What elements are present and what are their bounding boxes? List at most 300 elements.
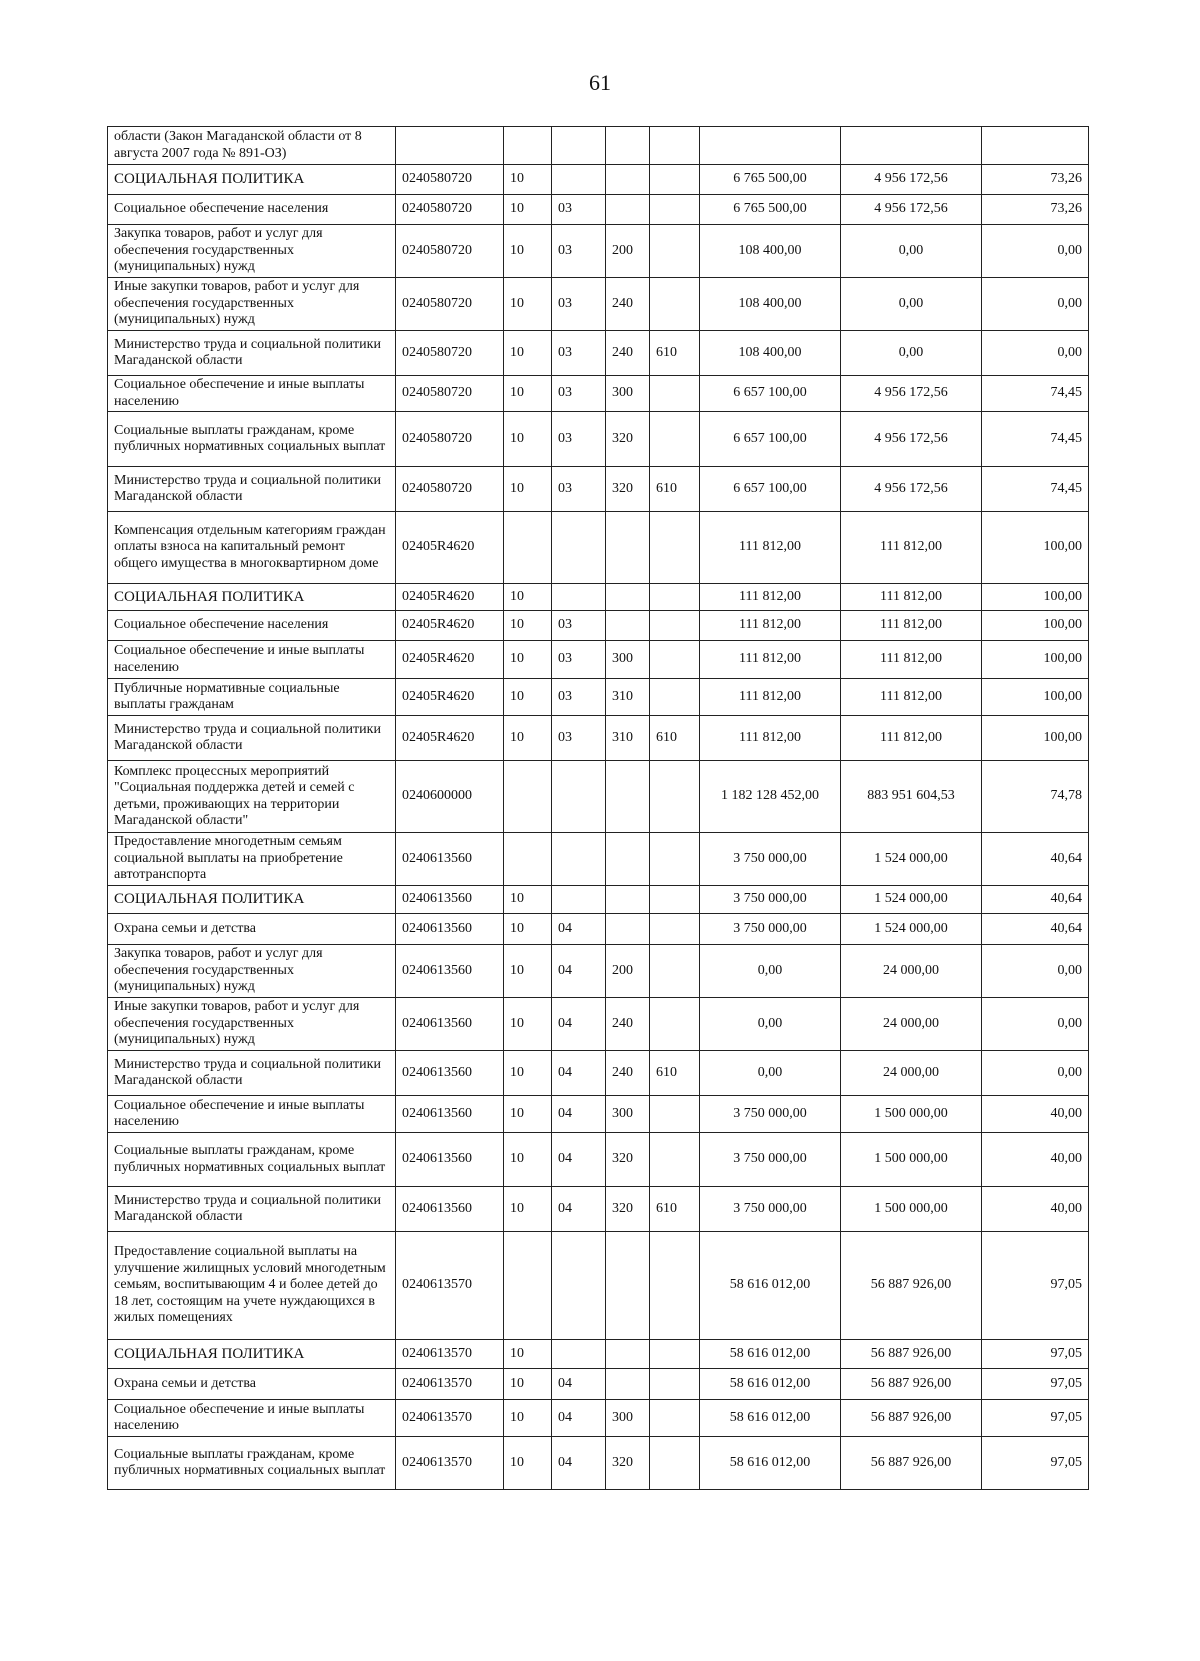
expense-name-cell: Министерство труда и социальной политики Магаданской области <box>108 331 396 376</box>
expense-type-code-cell <box>606 165 650 195</box>
subsection-code-cell <box>552 584 606 611</box>
subsection-code-cell: 04 <box>552 998 606 1051</box>
table-row <box>108 584 1089 611</box>
expense-type-code-cell: 300 <box>606 1400 650 1437</box>
department-code-cell <box>650 945 700 998</box>
expense-type-code-cell: 240 <box>606 998 650 1051</box>
section-code-cell: 10 <box>504 1187 552 1232</box>
target-article-code-cell: 0240580720 <box>396 376 504 412</box>
executed-amount-cell: 0,00 <box>841 278 982 331</box>
executed-amount-cell: 56 887 926,00 <box>841 1400 982 1437</box>
section-code-cell: 10 <box>504 376 552 412</box>
section-code-cell: 10 <box>504 886 552 914</box>
planned-amount-cell: 0,00 <box>700 945 841 998</box>
table-row <box>108 886 1089 914</box>
expense-name-cell: Предоставление социальной выплаты на улучшение жилищных условий многодетным семьям, воспитывающим 4 и более детей до 18 лет, состоящим на учете нуждающихся в жилых помещениях <box>108 1232 396 1340</box>
executed-amount-cell: 4 956 172,56 <box>841 165 982 195</box>
planned-amount-cell: 3 750 000,00 <box>700 1133 841 1187</box>
execution-percent-cell: 40,64 <box>982 886 1089 914</box>
section-code-cell: 10 <box>504 1369 552 1400</box>
execution-percent-cell: 100,00 <box>982 584 1089 611</box>
executed-amount-cell: 1 524 000,00 <box>841 914 982 945</box>
department-code-cell <box>650 833 700 886</box>
subsection-code-cell <box>552 1340 606 1369</box>
planned-amount-cell: 6 657 100,00 <box>700 412 841 467</box>
subsection-code-cell: 04 <box>552 1133 606 1187</box>
execution-percent-cell: 100,00 <box>982 679 1089 716</box>
expense-type-code-cell: 200 <box>606 225 650 278</box>
expense-type-code-cell <box>606 512 650 584</box>
expense-name-cell: Охрана семьи и детства <box>108 1369 396 1400</box>
table-row <box>108 1051 1089 1096</box>
expense-type-code-cell: 320 <box>606 1187 650 1232</box>
execution-percent-cell: 74,78 <box>982 761 1089 833</box>
expense-name-cell: Социальное обеспечение и иные выплаты населению <box>108 376 396 412</box>
planned-amount-cell: 58 616 012,00 <box>700 1400 841 1437</box>
expense-type-code-cell: 240 <box>606 331 650 376</box>
table-row <box>108 1340 1089 1369</box>
executed-amount-cell: 111 812,00 <box>841 716 982 761</box>
planned-amount-cell: 58 616 012,00 <box>700 1369 841 1400</box>
expense-name-cell: Социальное обеспечение населения <box>108 611 396 641</box>
target-article-code-cell: 0240613570 <box>396 1369 504 1400</box>
section-code-cell <box>504 761 552 833</box>
expense-name-cell: Закупка товаров, работ и услуг для обеспечения государственных (муниципальных) нужд <box>108 945 396 998</box>
section-code-cell: 10 <box>504 1133 552 1187</box>
execution-percent-cell: 97,05 <box>982 1340 1089 1369</box>
expense-name-cell: Закупка товаров, работ и услуг для обеспечения государственных (муниципальных) нужд <box>108 225 396 278</box>
executed-amount-cell: 4 956 172,56 <box>841 376 982 412</box>
expense-type-code-cell <box>606 1340 650 1369</box>
section-code-cell: 10 <box>504 1340 552 1369</box>
table-row <box>108 1400 1089 1437</box>
planned-amount-cell: 58 616 012,00 <box>700 1340 841 1369</box>
expense-name-cell: Иные закупки товаров, работ и услуг для обеспечения государственных (муниципальных) нужд <box>108 998 396 1051</box>
section-code-cell: 10 <box>504 1400 552 1437</box>
expense-name-cell: Социальные выплаты гражданам, кроме публичных нормативных социальных выплат <box>108 412 396 467</box>
execution-percent-cell: 40,00 <box>982 1096 1089 1133</box>
executed-amount-cell: 4 956 172,56 <box>841 467 982 512</box>
executed-amount-cell: 1 500 000,00 <box>841 1187 982 1232</box>
executed-amount-cell: 111 812,00 <box>841 679 982 716</box>
table-row <box>108 412 1089 467</box>
planned-amount-cell: 108 400,00 <box>700 278 841 331</box>
execution-percent-cell: 0,00 <box>982 225 1089 278</box>
target-article-code-cell: 0240600000 <box>396 761 504 833</box>
expense-name-cell: Министерство труда и социальной политики Магаданской области <box>108 1187 396 1232</box>
table-row <box>108 761 1089 833</box>
subsection-code-cell: 04 <box>552 1096 606 1133</box>
executed-amount-cell: 1 500 000,00 <box>841 1096 982 1133</box>
planned-amount-cell: 58 616 012,00 <box>700 1232 841 1340</box>
target-article-code-cell: 0240580720 <box>396 467 504 512</box>
planned-amount-cell: 3 750 000,00 <box>700 833 841 886</box>
executed-amount-cell: 111 812,00 <box>841 641 982 679</box>
target-article-code-cell: 02405R4620 <box>396 716 504 761</box>
section-code-cell: 10 <box>504 331 552 376</box>
department-code-cell <box>650 412 700 467</box>
target-article-code-cell: 0240613570 <box>396 1232 504 1340</box>
table-row <box>108 165 1089 195</box>
expense-name-cell: Охрана семьи и детства <box>108 914 396 945</box>
executed-amount-cell: 24 000,00 <box>841 945 982 998</box>
expense-name-cell: области (Закон Магаданской области от 8 августа 2007 года № 891-ОЗ) <box>108 127 396 165</box>
expense-type-code-cell <box>606 584 650 611</box>
subsection-code-cell: 03 <box>552 641 606 679</box>
subsection-code-cell <box>552 1232 606 1340</box>
execution-percent-cell: 100,00 <box>982 716 1089 761</box>
expense-name-cell: Министерство труда и социальной политики Магаданской области <box>108 716 396 761</box>
table-row <box>108 127 1089 165</box>
department-code-cell <box>650 1133 700 1187</box>
subsection-code-cell <box>552 512 606 584</box>
section-code-cell: 10 <box>504 1051 552 1096</box>
target-article-code-cell: 0240613560 <box>396 998 504 1051</box>
table-body <box>108 127 1089 1490</box>
department-code-cell <box>650 584 700 611</box>
executed-amount-cell: 111 812,00 <box>841 611 982 641</box>
expense-type-code-cell: 240 <box>606 1051 650 1096</box>
subsection-code-cell: 03 <box>552 331 606 376</box>
department-code-cell <box>650 195 700 225</box>
executed-amount-cell: 1 500 000,00 <box>841 1133 982 1187</box>
table-row <box>108 195 1089 225</box>
department-code-cell <box>650 914 700 945</box>
department-code-cell: 610 <box>650 1187 700 1232</box>
subsection-code-cell: 03 <box>552 278 606 331</box>
table-row <box>108 1232 1089 1340</box>
target-article-code-cell: 0240613560 <box>396 886 504 914</box>
target-article-code-cell: 0240580720 <box>396 278 504 331</box>
execution-percent-cell: 97,05 <box>982 1369 1089 1400</box>
section-code-cell: 10 <box>504 412 552 467</box>
executed-amount-cell: 56 887 926,00 <box>841 1437 982 1490</box>
expense-name-cell: СОЦИАЛЬНАЯ ПОЛИТИКА <box>108 584 396 611</box>
subsection-code-cell: 03 <box>552 412 606 467</box>
subsection-code-cell: 04 <box>552 1369 606 1400</box>
section-code-cell: 10 <box>504 165 552 195</box>
section-code-cell: 10 <box>504 611 552 641</box>
execution-percent-cell: 97,05 <box>982 1437 1089 1490</box>
section-code-cell <box>504 833 552 886</box>
target-article-code-cell: 0240580720 <box>396 165 504 195</box>
department-code-cell <box>650 1232 700 1340</box>
department-code-cell <box>650 512 700 584</box>
execution-percent-cell: 74,45 <box>982 412 1089 467</box>
department-code-cell <box>650 1096 700 1133</box>
table-row <box>108 467 1089 512</box>
section-code-cell: 10 <box>504 1096 552 1133</box>
table-row <box>108 1437 1089 1490</box>
expense-type-code-cell: 320 <box>606 412 650 467</box>
target-article-code-cell: 0240613570 <box>396 1400 504 1437</box>
execution-percent-cell: 100,00 <box>982 512 1089 584</box>
subsection-code-cell <box>552 127 606 165</box>
department-code-cell <box>650 278 700 331</box>
target-article-code-cell: 0240580720 <box>396 331 504 376</box>
section-code-cell: 10 <box>504 716 552 761</box>
department-code-cell: 610 <box>650 716 700 761</box>
executed-amount-cell: 4 956 172,56 <box>841 412 982 467</box>
target-article-code-cell: 0240613560 <box>396 833 504 886</box>
target-article-code-cell: 02405R4620 <box>396 611 504 641</box>
table-row <box>108 945 1089 998</box>
table-row <box>108 331 1089 376</box>
section-code-cell: 10 <box>504 914 552 945</box>
expense-type-code-cell: 320 <box>606 467 650 512</box>
planned-amount-cell: 111 812,00 <box>700 584 841 611</box>
expense-name-cell: Социальное обеспечение и иные выплаты населению <box>108 1096 396 1133</box>
section-code-cell: 10 <box>504 679 552 716</box>
section-code-cell: 10 <box>504 195 552 225</box>
department-code-cell <box>650 376 700 412</box>
expense-type-code-cell <box>606 914 650 945</box>
subsection-code-cell <box>552 761 606 833</box>
department-code-cell <box>650 165 700 195</box>
target-article-code-cell: 02405R4620 <box>396 679 504 716</box>
subsection-code-cell: 03 <box>552 467 606 512</box>
department-code-cell <box>650 225 700 278</box>
target-article-code-cell: 0240613560 <box>396 1096 504 1133</box>
subsection-code-cell: 04 <box>552 914 606 945</box>
expense-type-code-cell: 300 <box>606 1096 650 1133</box>
executed-amount-cell: 4 956 172,56 <box>841 195 982 225</box>
table-row <box>108 1133 1089 1187</box>
table-row <box>108 376 1089 412</box>
planned-amount-cell: 111 812,00 <box>700 512 841 584</box>
budget-table <box>107 126 1089 1490</box>
table-row <box>108 679 1089 716</box>
department-code-cell <box>650 998 700 1051</box>
expense-name-cell: СОЦИАЛЬНАЯ ПОЛИТИКА <box>108 165 396 195</box>
expense-type-code-cell: 200 <box>606 945 650 998</box>
execution-percent-cell: 97,05 <box>982 1400 1089 1437</box>
target-article-code-cell: 0240613560 <box>396 1133 504 1187</box>
executed-amount-cell: 1 524 000,00 <box>841 833 982 886</box>
table-row <box>108 716 1089 761</box>
subsection-code-cell: 03 <box>552 195 606 225</box>
execution-percent-cell: 40,64 <box>982 833 1089 886</box>
department-code-cell <box>650 127 700 165</box>
target-article-code-cell: 0240613560 <box>396 914 504 945</box>
expense-type-code-cell <box>606 127 650 165</box>
expense-type-code-cell: 320 <box>606 1437 650 1490</box>
expense-name-cell: Публичные нормативные социальные выплаты гражданам <box>108 679 396 716</box>
subsection-code-cell: 03 <box>552 679 606 716</box>
execution-percent-cell: 0,00 <box>982 331 1089 376</box>
execution-percent-cell: 73,26 <box>982 195 1089 225</box>
executed-amount-cell: 111 812,00 <box>841 584 982 611</box>
executed-amount-cell: 24 000,00 <box>841 998 982 1051</box>
executed-amount-cell: 0,00 <box>841 225 982 278</box>
table-row <box>108 225 1089 278</box>
table-row <box>108 998 1089 1051</box>
planned-amount-cell: 111 812,00 <box>700 716 841 761</box>
execution-percent-cell: 0,00 <box>982 945 1089 998</box>
table-row <box>108 1187 1089 1232</box>
target-article-code-cell: 0240613560 <box>396 1051 504 1096</box>
planned-amount-cell: 6 765 500,00 <box>700 165 841 195</box>
expense-type-code-cell <box>606 833 650 886</box>
expense-type-code-cell <box>606 1232 650 1340</box>
table-row <box>108 611 1089 641</box>
planned-amount-cell: 3 750 000,00 <box>700 914 841 945</box>
subsection-code-cell: 04 <box>552 1051 606 1096</box>
target-article-code-cell: 02405R4620 <box>396 512 504 584</box>
expense-name-cell: Иные закупки товаров, работ и услуг для обеспечения государственных (муниципальных) нужд <box>108 278 396 331</box>
table-row <box>108 833 1089 886</box>
expense-type-code-cell: 300 <box>606 641 650 679</box>
planned-amount-cell: 3 750 000,00 <box>700 1187 841 1232</box>
section-code-cell: 10 <box>504 641 552 679</box>
execution-percent-cell: 74,45 <box>982 376 1089 412</box>
planned-amount-cell: 111 812,00 <box>700 641 841 679</box>
planned-amount-cell: 1 182 128 452,00 <box>700 761 841 833</box>
planned-amount-cell: 108 400,00 <box>700 225 841 278</box>
table-row <box>108 278 1089 331</box>
department-code-cell <box>650 1340 700 1369</box>
execution-percent-cell: 97,05 <box>982 1232 1089 1340</box>
target-article-code-cell: 02405R4620 <box>396 584 504 611</box>
execution-percent-cell: 0,00 <box>982 1051 1089 1096</box>
executed-amount-cell: 24 000,00 <box>841 1051 982 1096</box>
section-code-cell: 10 <box>504 225 552 278</box>
execution-percent-cell: 0,00 <box>982 998 1089 1051</box>
department-code-cell: 610 <box>650 467 700 512</box>
target-article-code-cell <box>396 127 504 165</box>
expense-name-cell: Социальное обеспечение и иные выплаты населению <box>108 641 396 679</box>
target-article-code-cell: 0240613570 <box>396 1437 504 1490</box>
planned-amount-cell: 0,00 <box>700 1051 841 1096</box>
planned-amount-cell: 6 657 100,00 <box>700 376 841 412</box>
target-article-code-cell: 0240580720 <box>396 195 504 225</box>
expense-name-cell: Социальные выплаты гражданам, кроме публичных нормативных социальных выплат <box>108 1437 396 1490</box>
executed-amount-cell: 56 887 926,00 <box>841 1232 982 1340</box>
table-row <box>108 512 1089 584</box>
target-article-code-cell: 02405R4620 <box>396 641 504 679</box>
expense-type-code-cell: 310 <box>606 716 650 761</box>
executed-amount-cell: 56 887 926,00 <box>841 1369 982 1400</box>
execution-percent-cell <box>982 127 1089 165</box>
executed-amount-cell <box>841 127 982 165</box>
section-code-cell: 10 <box>504 467 552 512</box>
expense-type-code-cell <box>606 761 650 833</box>
page-number: 61 <box>589 70 611 95</box>
department-code-cell <box>650 641 700 679</box>
subsection-code-cell: 03 <box>552 225 606 278</box>
expense-name-cell: Компенсация отдельным категориям граждан оплаты взноса на капитальный ремонт общего имущества в многоквартирном доме <box>108 512 396 584</box>
expense-name-cell: СОЦИАЛЬНАЯ ПОЛИТИКА <box>108 1340 396 1369</box>
planned-amount-cell: 6 765 500,00 <box>700 195 841 225</box>
expense-type-code-cell <box>606 1369 650 1400</box>
planned-amount-cell: 3 750 000,00 <box>700 1096 841 1133</box>
section-code-cell: 10 <box>504 945 552 998</box>
executed-amount-cell: 883 951 604,53 <box>841 761 982 833</box>
department-code-cell <box>650 761 700 833</box>
execution-percent-cell: 0,00 <box>982 278 1089 331</box>
department-code-cell <box>650 1437 700 1490</box>
execution-percent-cell: 40,64 <box>982 914 1089 945</box>
executed-amount-cell: 56 887 926,00 <box>841 1340 982 1369</box>
section-code-cell <box>504 1232 552 1340</box>
subsection-code-cell: 03 <box>552 376 606 412</box>
expense-name-cell: Министерство труда и социальной политики Магаданской области <box>108 467 396 512</box>
planned-amount-cell: 108 400,00 <box>700 331 841 376</box>
executed-amount-cell: 0,00 <box>841 331 982 376</box>
execution-percent-cell: 100,00 <box>982 611 1089 641</box>
expense-name-cell: Министерство труда и социальной политики Магаданской области <box>108 1051 396 1096</box>
subsection-code-cell: 03 <box>552 611 606 641</box>
department-code-cell <box>650 886 700 914</box>
expense-type-code-cell: 300 <box>606 376 650 412</box>
table-row <box>108 1369 1089 1400</box>
execution-percent-cell: 74,45 <box>982 467 1089 512</box>
department-code-cell: 610 <box>650 331 700 376</box>
section-code-cell: 10 <box>504 278 552 331</box>
target-article-code-cell: 0240613560 <box>396 945 504 998</box>
table-row <box>108 1096 1089 1133</box>
expense-type-code-cell: 240 <box>606 278 650 331</box>
planned-amount-cell: 0,00 <box>700 998 841 1051</box>
execution-percent-cell: 73,26 <box>982 165 1089 195</box>
subsection-code-cell: 04 <box>552 945 606 998</box>
department-code-cell <box>650 1400 700 1437</box>
section-code-cell: 10 <box>504 998 552 1051</box>
expense-type-code-cell: 310 <box>606 679 650 716</box>
planned-amount-cell: 111 812,00 <box>700 611 841 641</box>
expense-name-cell: СОЦИАЛЬНАЯ ПОЛИТИКА <box>108 886 396 914</box>
target-article-code-cell: 0240613560 <box>396 1187 504 1232</box>
expense-name-cell: Социальное обеспечение и иные выплаты населению <box>108 1400 396 1437</box>
expense-type-code-cell <box>606 195 650 225</box>
department-code-cell: 610 <box>650 1051 700 1096</box>
execution-percent-cell: 40,00 <box>982 1187 1089 1232</box>
subsection-code-cell: 04 <box>552 1400 606 1437</box>
section-code-cell <box>504 512 552 584</box>
target-article-code-cell: 0240580720 <box>396 412 504 467</box>
department-code-cell <box>650 679 700 716</box>
expense-name-cell: Предоставление многодетным семьям социальной выплаты на приобретение автотранспорта <box>108 833 396 886</box>
expense-type-code-cell <box>606 611 650 641</box>
subsection-code-cell <box>552 833 606 886</box>
executed-amount-cell: 111 812,00 <box>841 512 982 584</box>
target-article-code-cell: 0240580720 <box>396 225 504 278</box>
target-article-code-cell: 0240613570 <box>396 1340 504 1369</box>
subsection-code-cell <box>552 886 606 914</box>
expense-type-code-cell: 320 <box>606 1133 650 1187</box>
planned-amount-cell: 111 812,00 <box>700 679 841 716</box>
department-code-cell <box>650 1369 700 1400</box>
table-row <box>108 914 1089 945</box>
expense-name-cell: Комплекс процессных мероприятий "Социальная поддержка детей и семей с детьми, проживающих на территории Магаданской области" <box>108 761 396 833</box>
subsection-code-cell: 04 <box>552 1187 606 1232</box>
subsection-code-cell <box>552 165 606 195</box>
expense-name-cell: Социальные выплаты гражданам, кроме публичных нормативных социальных выплат <box>108 1133 396 1187</box>
section-code-cell: 10 <box>504 1437 552 1490</box>
section-code-cell: 10 <box>504 584 552 611</box>
expense-name-cell: Социальное обеспечение населения <box>108 195 396 225</box>
subsection-code-cell: 03 <box>552 716 606 761</box>
executed-amount-cell: 1 524 000,00 <box>841 886 982 914</box>
expense-type-code-cell <box>606 886 650 914</box>
department-code-cell <box>650 611 700 641</box>
table-row <box>108 641 1089 679</box>
section-code-cell <box>504 127 552 165</box>
execution-percent-cell: 100,00 <box>982 641 1089 679</box>
planned-amount-cell: 58 616 012,00 <box>700 1437 841 1490</box>
planned-amount-cell: 3 750 000,00 <box>700 886 841 914</box>
planned-amount-cell <box>700 127 841 165</box>
